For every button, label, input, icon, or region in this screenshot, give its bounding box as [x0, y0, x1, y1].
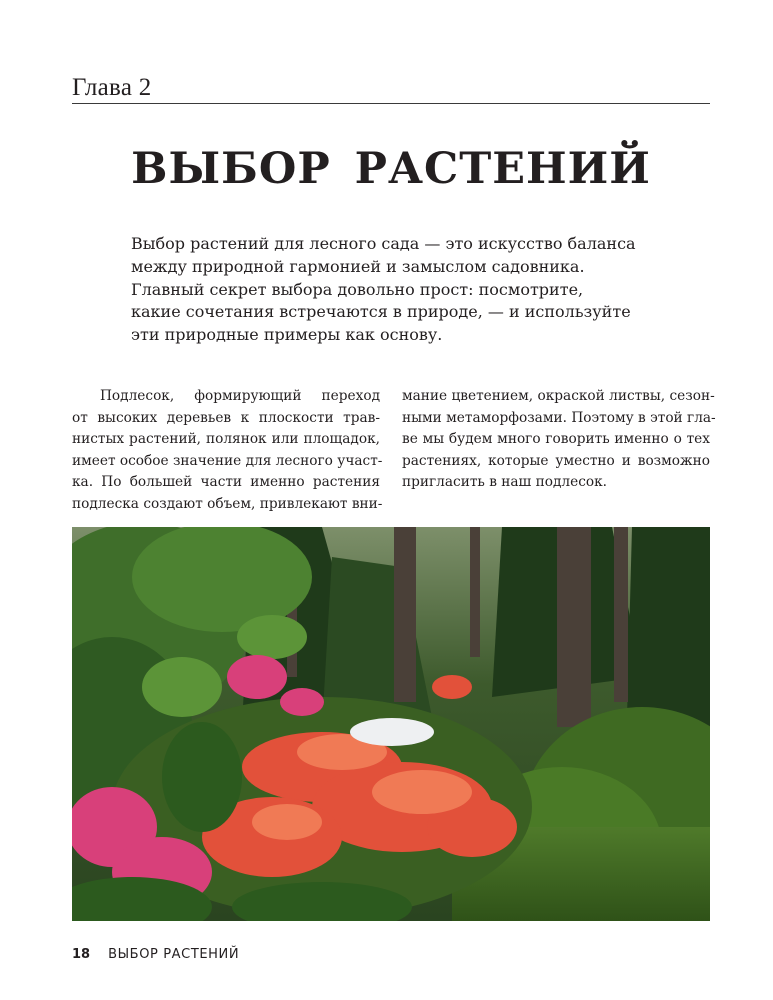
body-line: мание цветением, окраской листвы, сезон- [402, 388, 715, 404]
garden-photo [72, 527, 710, 921]
body-line: Подлесок, формирующий переход [100, 388, 380, 404]
body-line: от высоких деревьев к плоскости трав- [72, 409, 380, 426]
chapter-label: Глава 2 [72, 74, 152, 101]
page-title: ВЫБОР РАСТЕНИЙ [131, 144, 651, 194]
body-column-left [72, 386, 383, 515]
body-line: подлеска создают объем, привлекают вни- [72, 495, 383, 512]
page-footer [72, 946, 239, 964]
running-section-title: ВЫБОР РАСТЕНИЙ [108, 947, 240, 962]
body-line: нистых растений, полянок или площадок, [72, 431, 380, 447]
page-number: 18 [72, 947, 91, 962]
lead-paragraph [131, 233, 636, 347]
lead-line: какие сочетания встречаются в природе, — и используйте [131, 302, 631, 322]
lead-line: Выбор растений для лесного сада — это искусство баланса [131, 234, 636, 253]
lead-line: между природной гармонией и замыслом садовника. [131, 256, 585, 276]
body-line: ве мы будем много говорить именно о тех [402, 431, 710, 447]
body-line: пригласить в наш подлесок. [402, 474, 608, 490]
lead-line: эти природные примеры как основу. [131, 325, 443, 345]
body-line: ными метаморфозами. Поэтому в этой гла- [402, 409, 716, 426]
body-line: растениях, которые уместно и возможно [402, 452, 710, 469]
lead-line: Главный секрет выбора довольно прост: посмотрите, [131, 279, 584, 299]
body-column-right [402, 386, 716, 494]
body-line: ка. По большей части именно растения [72, 474, 380, 490]
chapter-rule [72, 103, 710, 104]
body-line: имеет особое значение для лесного участ- [72, 452, 383, 469]
